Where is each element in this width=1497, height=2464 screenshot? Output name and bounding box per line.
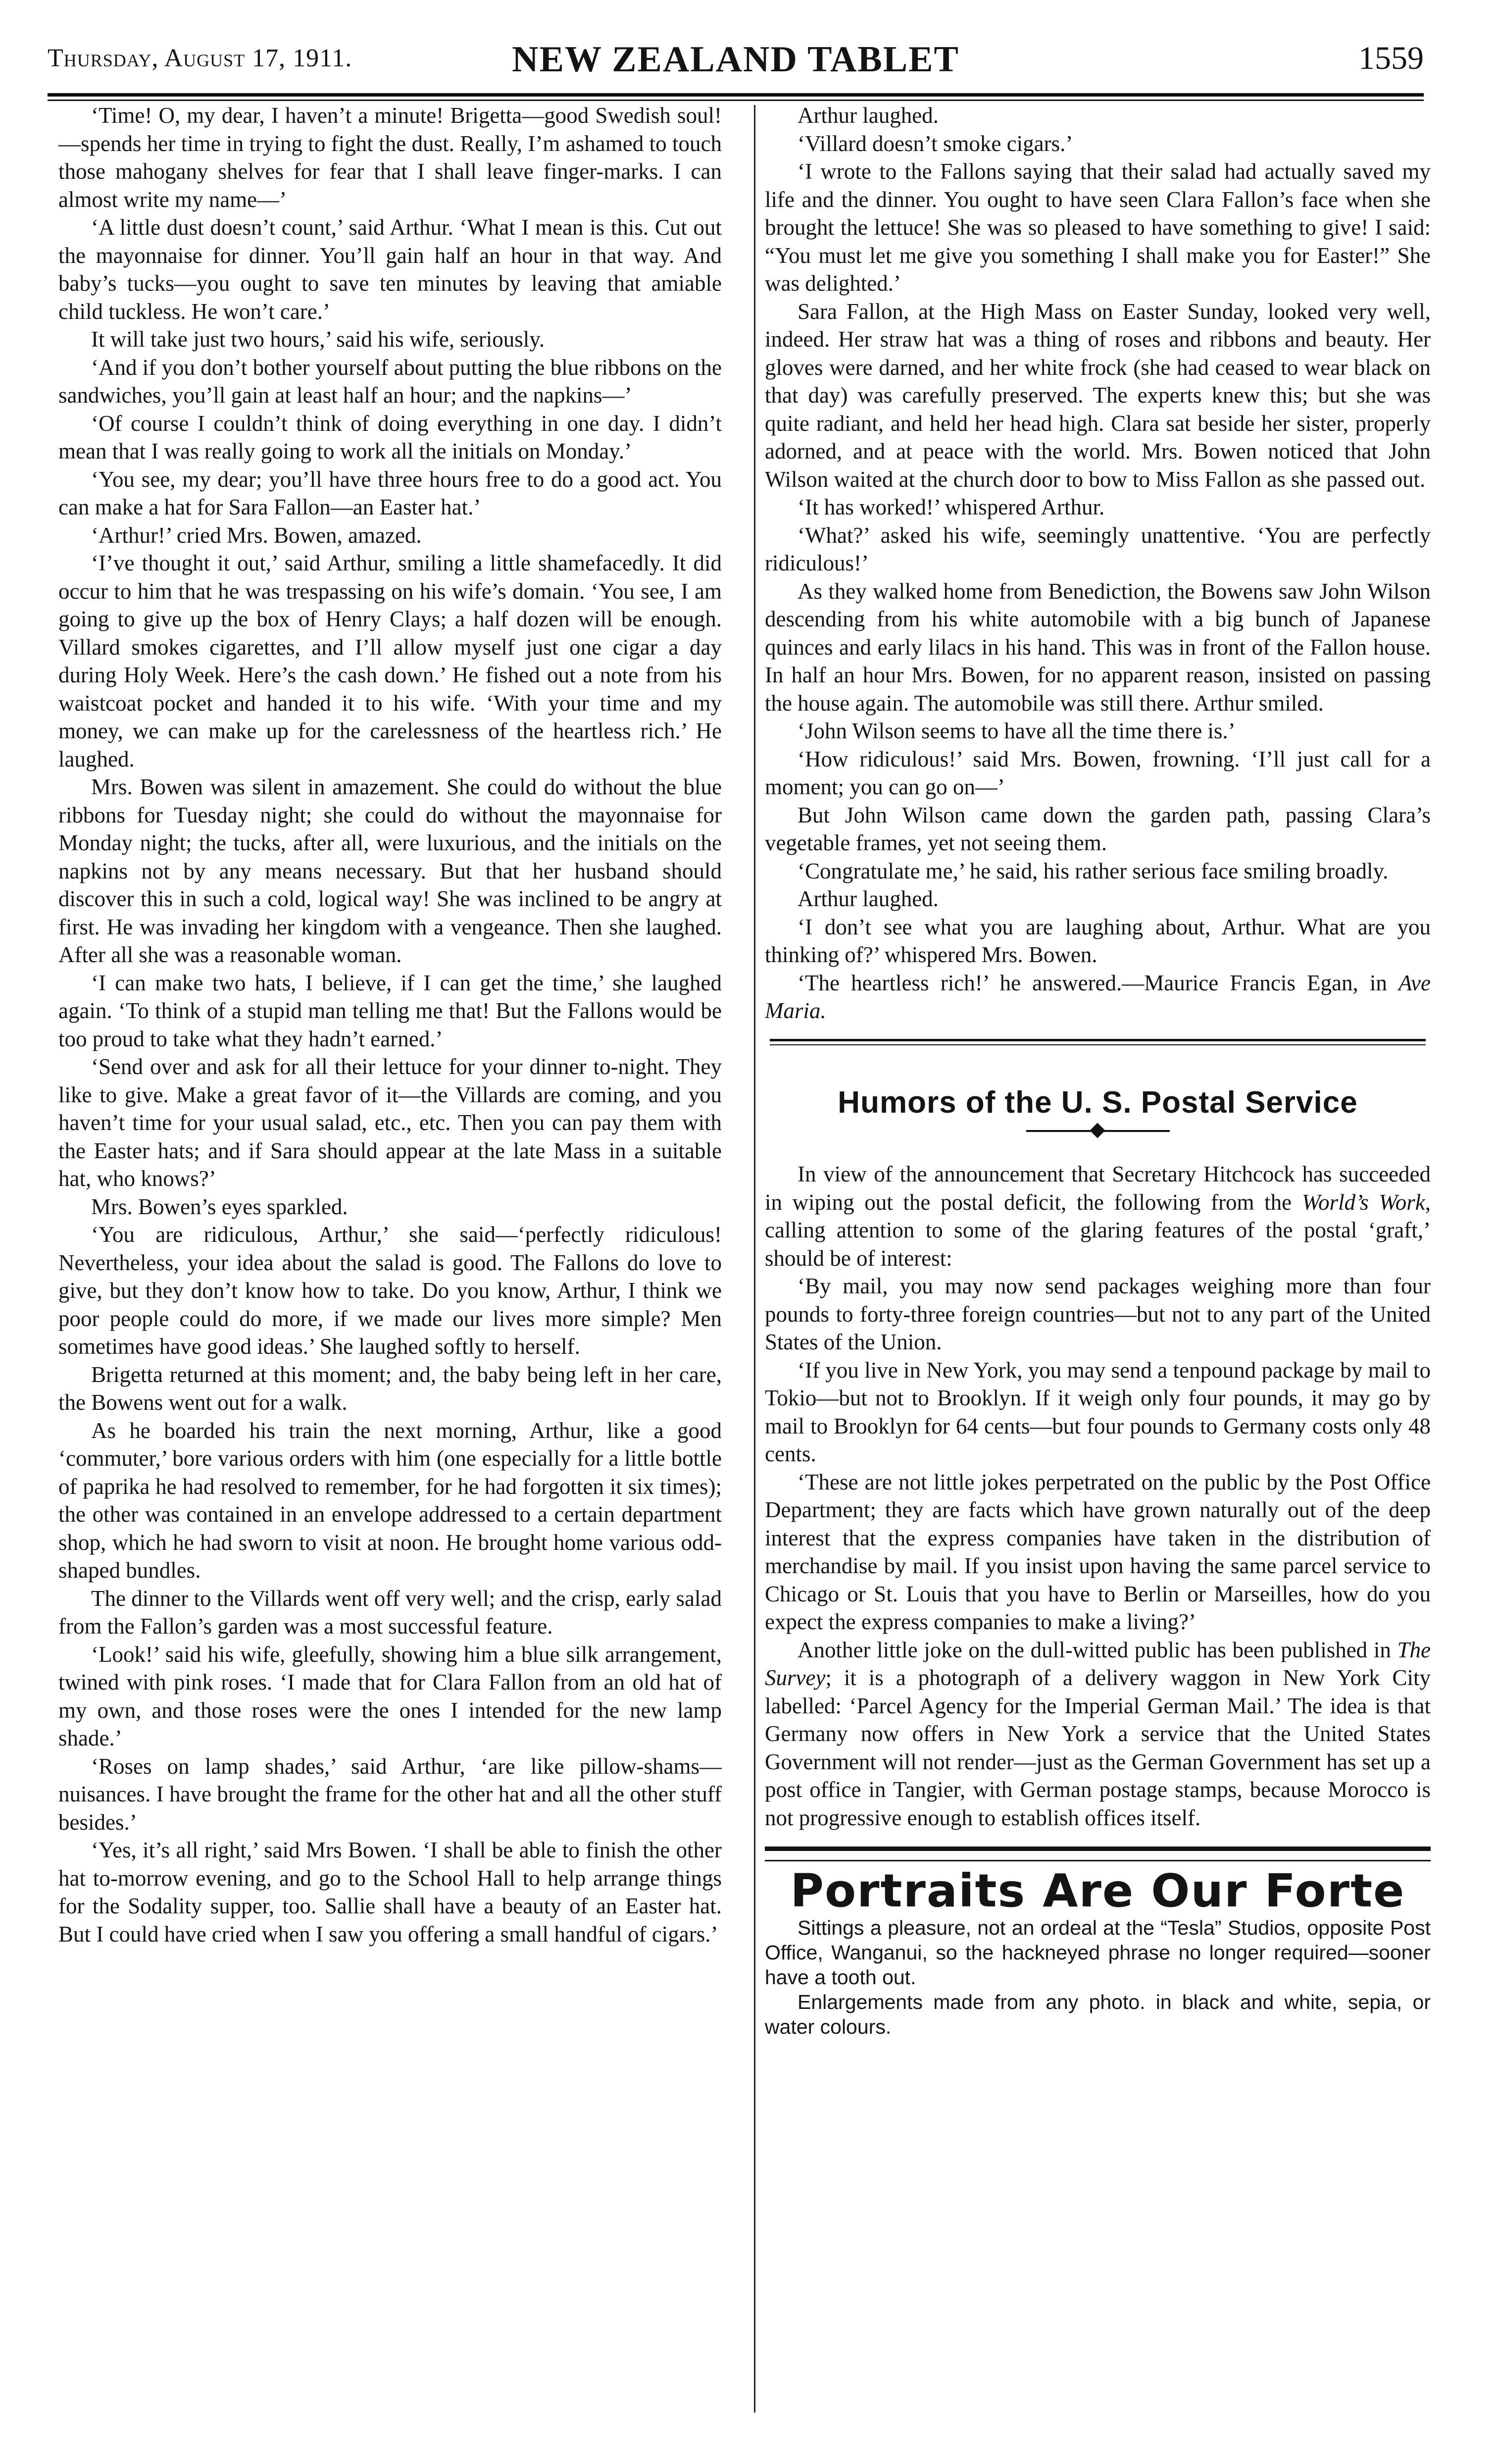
advert-paragraph: Enlargements made from any photo. in black and white, sepia, or water colours. [765, 1990, 1431, 2038]
story-paragraph: ‘Look!’ said his wife, gleefully, showing him a blue silk arrangement, twined with pink roses. ‘I made that for Clara Fallon from an old hat of my own, and those roses were the ones I intended for the new lamp shade.’ [58, 1642, 722, 1750]
story-paragraph: Mrs. Bowen was silent in amazement. She could do without the blue ribbons for Tuesday night; she could do without the mayonnaise for Monday night; the tucks, after all, were luxurious, and the initials on the napkins not by any means necessary. But that her husband should discover this in such a cold, logical way! She was inclined to be angry at first. He was invading her kingdom with a vengeance. Then she laughed. After all she was a reasonable woman. [58, 774, 722, 967]
story-paragraph: As he boarded his train the next morning, Arthur, like a good ‘commuter,’ bore various orders with him (one especially for a little bottle of paprika he had resolved to remember, for he had forgotten it six times); the other was contained in an envelope addressed to a certain department shop, which he had sworn to visit at noon. He brought home various odd-shaped bundles. [58, 1418, 722, 1583]
story-paragraph: ‘Congratulate me,’ he said, his rather serious face smiling broadly. [798, 858, 1389, 883]
story-paragraph: ‘I don’t see what you are laughing about, Arthur. What are you thinking of?’ whispered Mrs. Bowen. [765, 914, 1431, 967]
story-paragraph: Sara Fallon, at the High Mass on Easter Sunday, looked very well, indeed. Her straw hat was a thing of roses and ribbons and beauty. Her gloves were darned, and her white frock (she had ceased to wear black on that day) was carefully preserved. The experts knew this; but she was quite radiant, and held her head high. Clara sat beside her sister, properly adorned, and at peace with the world. Mrs. Bowen noticed that John Wilson waited at the church door to bow to Miss Fallon as she passed out. [765, 299, 1431, 492]
story-paragraph: ‘You see, my dear; you’ll have three hours free to do a good act. You can make a hat for Sara Fallon—an Easter hat.’ [58, 466, 722, 519]
postal-last-text-end: ; it is a photograph of a delivery waggon in New York City labelled: ‘Parcel Agency for the Imperial German Mail.’ The idea is that Germany now offers in New York a service that the United States Government will not render—just as the German Government has set up a post office in Tangier, with German postage stamps, because Morocco is not progressive enough to establish offices itself. [765, 1665, 1431, 1830]
story-paragraph: ‘I’ve thought it out,’ said Arthur, smiling a little shamefacedly. It did occur to him that he was trespassing on his wife’s domain. ‘You see, I am going to give up the box of Henry Clays; a half dozen will be enough. Villard smokes cigarettes, and I’ll allow myself just one cigar a day during Holy Week. Here’s the cash down.’ He fished out a note from his waistcoat pocket and handed it to his wife. ‘With your time and my money, we can make up for the carelessness of the heartless rich.’ He laughed. [58, 551, 722, 771]
postal-last-text: Another little joke on the dull-witted public has been published in [798, 1637, 1397, 1662]
story-paragraph: Arthur laughed. [798, 886, 939, 911]
story-paragraph: ‘Arthur!’ cried Mrs. Bowen, amazed. [91, 522, 422, 548]
story-paragraph: ‘Of course I couldn’t think of doing everything in one day. I didn’t mean that I was really going to work all the initials on Monday.’ [58, 411, 722, 463]
story-paragraph: ‘I wrote to the Fallons saying that their salad had actually saved my life and the dinner. You ought to have seen Clara Fallon’s face when she brought the lettuce! She was so pleased to have something to give! I said: “You must let me give you something I shall make you for Easter!” She was delighted.’ [765, 159, 1431, 296]
title-ornament [1026, 1124, 1170, 1138]
story-paragraph: Arthur laughed. [798, 103, 939, 128]
diamond-icon [1090, 1123, 1105, 1138]
postal-paragraph: ‘If you live in New York, you may send a tenpound package by mail to Tokio—but not to Brooklyn. If it weigh only four pounds, it may go by mail to Brooklyn for 64 cents—but four pounds to Germany costs only 48 cents. [765, 1357, 1431, 1466]
postal-last-source: The Survey [765, 1637, 1431, 1690]
postal-last-paragraph [765, 1636, 1431, 1832]
story-paragraph: Brigetta returned at this moment; and, the baby being left in her care, the Bowens went out for a walk. [58, 1362, 722, 1415]
advert-title: Portraits Are Our Forte [790, 1864, 1405, 1917]
story-paragraph: ‘What?’ asked his wife, seemingly unattentive. ‘You are perfectly ridiculous!’ [765, 522, 1431, 575]
postal-paragraph: ‘These are not little jokes perpetrated on the public by the Post Office Department; they are facts which have grown naturally out of the deep interest that the express companies have taken in the distribution of merchandise by mail. If you insist upon having the same parcel service to Chicago or St. Louis that you have to Berlin or Marseilles, how do you expect the express companies to make a living?’ [765, 1469, 1431, 1634]
story-paragraph: As they walked home from Benediction, the Bowens saw John Wilson descending from his white automobile with a big bunch of Japanese quinces and early lilacs in his hand. This was in front of the Fallon house. In half an hour Mrs. Bowen, for no apparent reason, insisted on passing the house again. The automobile was still there. Arthur smiled. [765, 578, 1431, 716]
left-column [58, 102, 722, 2429]
story-paragraph: ‘You are ridiculous, Arthur,’ she said—‘perfectly ridiculous! Nevertheless, your idea about the salad is good. The Fallons do love to give, but they don’t know how to take. Do you know, Arthur, I think we poor people could do more, if we made our lives more simple? Men sometimes have good ideas.’ She laughed softly to herself. [58, 1222, 722, 1359]
postal-intro-text: In view of the announcement that Secretary Hitchcock has succeeded in wiping out the postal deficit, the following from the [765, 1162, 1431, 1215]
advert-paragraph: Sittings a pleasure, not an ordeal at the “Tesla” Studios, opposite Post Office, Wanganui, so the hackneyed phrase no longer required—sooner have a tooth out. [765, 1916, 1431, 1989]
advert-rule [765, 1847, 1431, 1861]
column-divider [754, 105, 755, 2413]
story-paragraph: ‘John Wilson seems to have all the time there is.’ [798, 719, 1236, 743]
story-paragraph: ‘Time! O, my dear, I haven’t a minute! Brigetta—good Swedish soul!—spends her time in trying to fight the dust. Really, I’m ashamed to touch those mahogany shelves for fear that I shall leave finger-marks. I can almost write my name—’ [58, 103, 722, 212]
header-rule [48, 93, 1424, 97]
story-paragraph: ‘Yes, it’s all right,’ said Mrs Bowen. ‘I shall be able to finish the other hat to-morrow evening, and go to the School Hall to help arrange things for the Sodality supper, too. Sallie shall have a beauty of an Easter hat. But I could have cried when I saw you offering a small handful of cigars.’ [58, 1838, 722, 1947]
postal-intro-text-end: , calling attention to some of the glaring features of the postal ‘graft,’ should be of interest: [765, 1189, 1431, 1271]
story-paragraph: ‘Roses on lamp shades,’ said Arthur, ‘are like pillow-shams—nuisances. I have brought the frame for the other hat and all the other stuff besides.’ [58, 1753, 722, 1835]
postal-intro [765, 1160, 1431, 1272]
story-paragraph: The dinner to the Villards went off very well; and the crisp, early salad from the Fallon’s garden was a most successful feature. [58, 1586, 722, 1639]
story-source: Ave Maria. [765, 970, 1431, 1023]
postal-intro-source: World’s Work [1301, 1189, 1425, 1215]
newspaper-title: NEW ZEALAND TABLET [512, 39, 959, 80]
story-closing-text: ‘The heartless rich!’ he answered.—Maurice Francis Egan, in [798, 970, 1399, 995]
section-rule [770, 1039, 1426, 1045]
story-paragraph: ‘How ridiculous!’ said Mrs. Bowen, frowning. ‘I’ll just call for a moment; you can go on—’ [765, 746, 1431, 799]
story-paragraph: ‘A little dust doesn’t count,’ said Arthur. ‘What I mean is this. Cut out the mayonnaise for dinner. You’ll gain half an hour in that way. And baby’s tucks—you ought to save ten minutes by leaving that amiable child tuckless. He won’t care.’ [58, 215, 722, 324]
story-paragraph: ‘And if you don’t bother yourself about putting the blue ribbons on the sandwiches, you’ll gain at least half an hour; and the napkins—’ [58, 355, 722, 408]
page-header [48, 39, 1424, 93]
advert-body [765, 1915, 1431, 2039]
right-column [765, 102, 1431, 2429]
page-number: 1559 [1358, 40, 1424, 76]
story-paragraph: ‘Villard doesn’t smoke cigars.’ [798, 131, 1073, 156]
postal-section-title: Humors of the U. S. Postal Service [838, 1085, 1358, 1120]
story-paragraph: ‘Send over and ask for all their lettuce for your dinner to-night. They like to give. Make a great favor of it—the Villards are coming, and you haven’t time for your usual salad, etc., etc. Then you can pay them with the Easter hats; and if Sara should appear at the late Mass in a suitable hat, who knows?’ [58, 1054, 722, 1191]
story-closing [765, 969, 1431, 1025]
header-rule-thin [48, 100, 1424, 101]
story-paragraph: ‘It has worked!’ whispered Arthur. [798, 495, 1105, 519]
story-paragraph: ‘I can make two hats, I believe, if I can get the time,’ she laughed again. ‘To think of a stupid man telling me that! But the Fallons would be too proud to take what they hadn’t earned.’ [58, 970, 722, 1051]
story-paragraph: It will take just two hours,’ said his wife, seriously. [91, 327, 545, 352]
issue-date: Thursday, August 17, 1911. [48, 44, 352, 72]
story-paragraph: But John Wilson came down the garden path, passing Clara’s vegetable frames, yet not seeing them. [765, 802, 1431, 855]
postal-paragraph: ‘By mail, you may now send packages weighing more than four pounds to forty-three foreign countries—but not to any part of the United States of the Union. [765, 1274, 1431, 1354]
story-paragraph: Mrs. Bowen’s eyes sparkled. [91, 1194, 348, 1219]
